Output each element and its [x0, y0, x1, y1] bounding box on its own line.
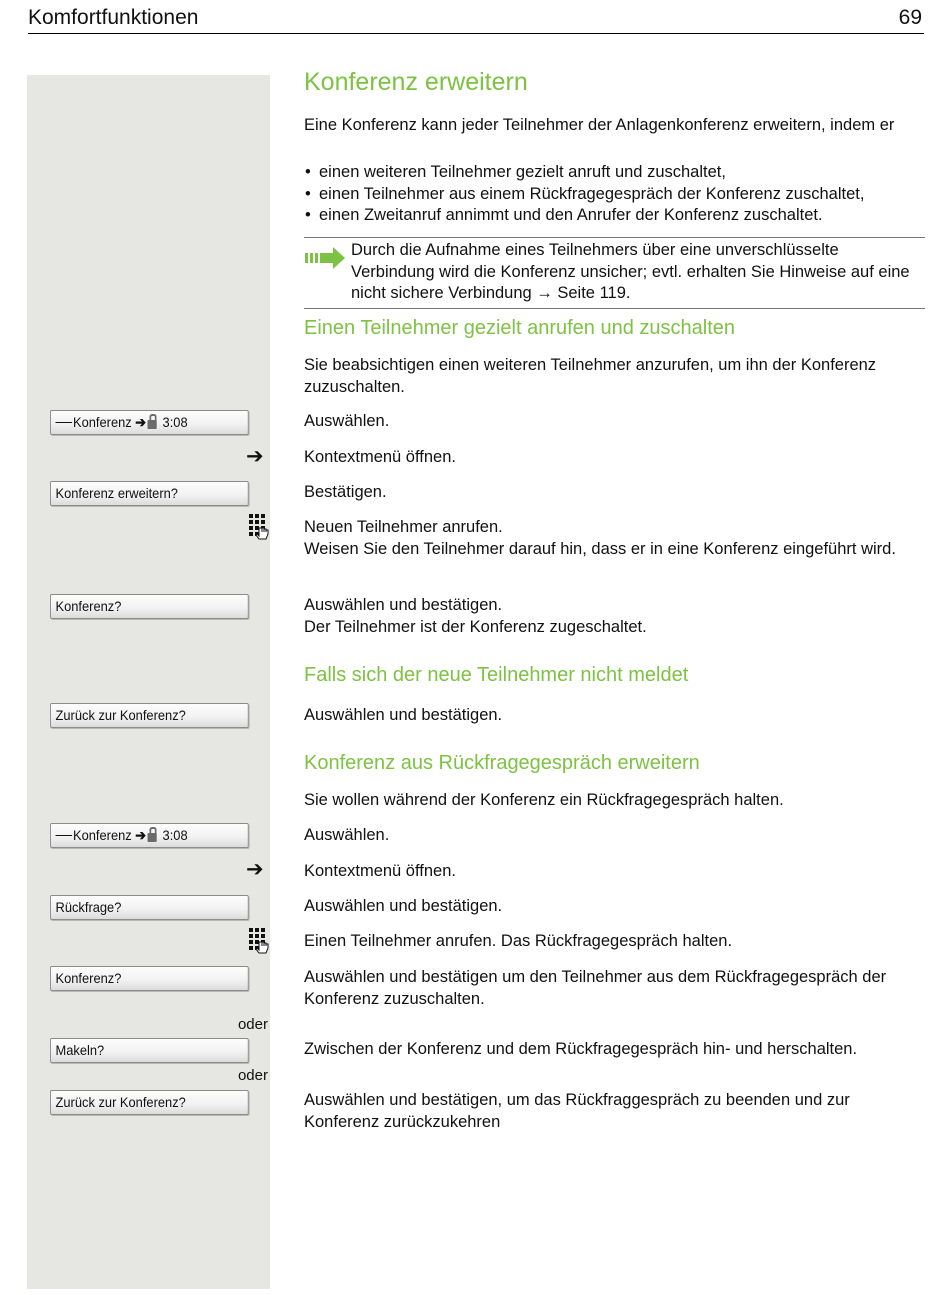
- step-text: Auswählen.: [304, 412, 390, 430]
- section-heading: Einen Teilnehmer gezielt anrufen und zuschalten: [304, 317, 736, 339]
- page-number: 69: [898, 6, 922, 29]
- step-text: Kontextmenü öffnen.: [304, 448, 456, 466]
- page-title: Konferenz erweitern: [304, 68, 528, 96]
- list-item: • einen Zweitanruf annimmt und den Anrufer der Konferenz zuschaltet.: [304, 205, 926, 227]
- call-time: 3:08: [162, 414, 188, 430]
- section-intro: Sie wollen während der Konferenz ein Rückfragegespräch halten.: [304, 791, 784, 809]
- running-header-title: Komfortfunktionen: [28, 6, 199, 29]
- note-text: Durch die Aufnahme eines Teilnehmers über eine unverschlüsselte Verbindung wird die Konferenz unsicher; evtl. erhalten Sie Hinweise auf eine nicht sichere Verbindung → Seite 119.: [351, 241, 910, 302]
- step-text: Einen Teilnehmer anrufen. Das Rückfragegespräch halten.: [304, 932, 733, 950]
- step-text: Auswählen.: [304, 826, 390, 844]
- step-text: Der Teilnehmer ist der Konferenz zugeschaltet.: [304, 618, 647, 636]
- back-to-conference-button[interactable]: Zurück zur Konferenz?: [50, 703, 249, 728]
- conference-line-button[interactable]: [50, 410, 249, 435]
- right-arrow-icon: ➔: [135, 414, 147, 430]
- step-text: Auswählen und bestätigen, um das Rückfraggespräch zu beenden und zur Konferenz zurückzukehren: [304, 1091, 850, 1131]
- section-heading: Konferenz aus Rückfragegespräch erweitern: [304, 752, 700, 774]
- consultation-button[interactable]: Rückfrage?: [50, 895, 249, 920]
- keypad-icon: [249, 514, 269, 541]
- section-heading: Falls sich der neue Teilnehmer nicht meldet: [304, 664, 689, 686]
- section-intro: Sie beabsichtigen einen weiteren Teilnehmer anzurufen, um ihn der Konferenz zuzuschalten.: [304, 356, 877, 396]
- conference-line-button-2[interactable]: [50, 823, 249, 848]
- oder-label: oder: [237, 1067, 268, 1084]
- step-text: Neuen Teilnehmer anrufen.: [304, 518, 503, 536]
- conference-button[interactable]: Konferenz?: [50, 594, 249, 619]
- intro-text: Eine Konferenz kann jeder Teilnehmer der Anlagenkonferenz erweitern, indem er: [304, 116, 895, 134]
- bullet-list: [304, 162, 926, 227]
- lock-icon: [148, 420, 157, 429]
- right-arrow-icon[interactable]: ➔: [246, 445, 264, 468]
- note-top-rule: [304, 237, 925, 238]
- step-text: Zwischen der Konferenz und dem Rückfragegespräch hin- und herschalten.: [304, 1040, 858, 1058]
- button-label: Konferenz: [73, 414, 132, 430]
- list-item: • einen weiteren Teilnehmer gezielt anruft und zuschaltet,: [304, 162, 926, 184]
- line-dash-icon: [56, 835, 73, 836]
- step-text: Kontextmenü öffnen.: [304, 862, 456, 880]
- back-to-conference-button-2[interactable]: Zurück zur Konferenz?: [50, 1090, 249, 1115]
- oder-label: oder: [237, 1016, 268, 1033]
- toggle-button[interactable]: Makeln?: [50, 1038, 249, 1063]
- conference-button-2[interactable]: Konferenz?: [50, 966, 249, 991]
- keypad-icon: [249, 928, 269, 955]
- step-text: Auswählen und bestätigen.: [304, 706, 503, 724]
- note-bottom-rule: [304, 308, 925, 309]
- step-text: Auswählen und bestätigen.: [304, 897, 503, 915]
- step-text: Auswählen und bestätigen um den Teilnehmer aus dem Rückfragegespräch der Konferenz zuzuschalten.: [304, 968, 887, 1008]
- lock-icon: [148, 833, 157, 842]
- step-text: Bestätigen.: [304, 483, 387, 501]
- call-time: 3:08: [162, 827, 188, 843]
- list-item: • einen Teilnehmer aus einem Rückfragegespräch der Konferenz zuschaltet,: [304, 184, 926, 206]
- extend-conference-button[interactable]: Konferenz erweitern?: [50, 481, 249, 506]
- step-text: Auswählen und bestätigen.: [304, 596, 503, 614]
- right-arrow-icon: ➔: [135, 827, 147, 843]
- button-label: Konferenz: [73, 827, 132, 843]
- right-arrow-icon[interactable]: ➔: [246, 858, 264, 881]
- header-rule: [28, 33, 924, 34]
- line-dash-icon: [56, 422, 73, 423]
- step-text: Weisen Sie den Teilnehmer darauf hin, dass er in eine Konferenz eingeführt wird.: [304, 540, 896, 558]
- note-arrow-icon: [305, 247, 345, 269]
